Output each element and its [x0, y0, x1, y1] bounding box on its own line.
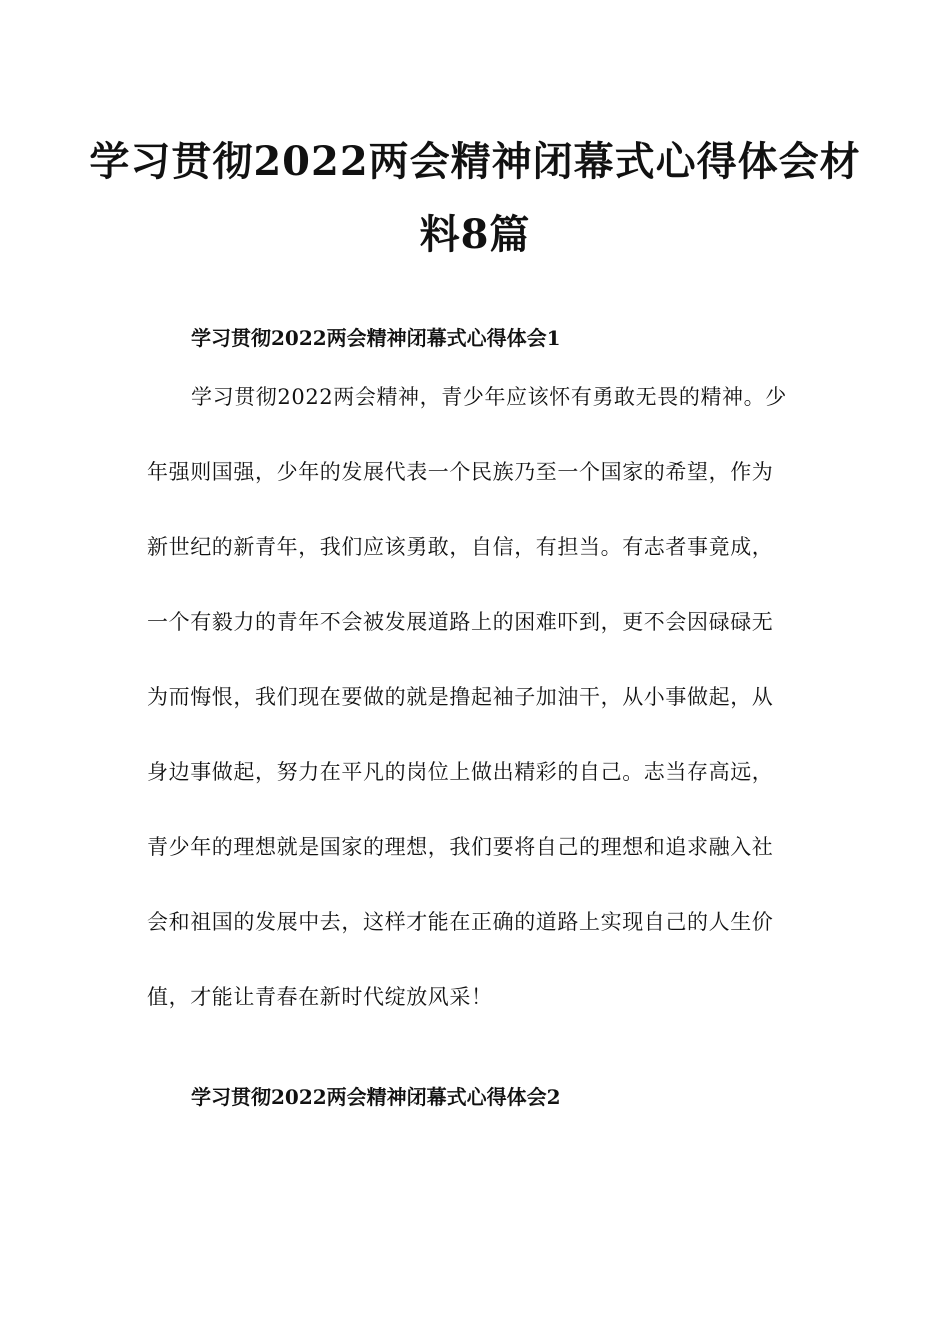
section-heading-1: 学习贯彻2022两会精神闭幕式心得体会1 [191, 326, 561, 350]
paragraph-line: 会和祖国的发展中去，这样才能在正确的道路上实现自己的人生价 [147, 910, 774, 934]
paragraph-line: 新世纪的新青年，我们应该勇敢，自信，有担当。有志者事竟成， [147, 535, 774, 559]
section-heading-2: 学习贯彻2022两会精神闭幕式心得体会2 [191, 1085, 561, 1109]
document-title-line-1: 学习贯彻2022两会精神闭幕式心得体会材 [89, 138, 861, 185]
paragraph-line: 一个有毅力的青年不会被发展道路上的困难吓到，更不会因碌碌无 [147, 610, 774, 634]
paragraph-line: 年强则国强，少年的发展代表一个民族乃至一个国家的希望，作为 [147, 460, 774, 484]
paragraph-line: 身边事做起，努力在平凡的岗位上做出精彩的自己。志当存高远， [147, 760, 774, 784]
paragraph-line: 青少年的理想就是国家的理想，我们要将自己的理想和追求融入社 [147, 835, 774, 859]
paragraph-line: 为而悔恨，我们现在要做的就是撸起袖子加油干，从小事做起，从 [147, 685, 774, 709]
paragraph-line: 值，才能让青春在新时代绽放风采！ [147, 985, 493, 1009]
paragraph-line: 学习贯彻2022两会精神，青少年应该怀有勇敢无畏的精神。少 [191, 385, 787, 409]
document-title-line-2: 料8篇 [419, 211, 531, 258]
